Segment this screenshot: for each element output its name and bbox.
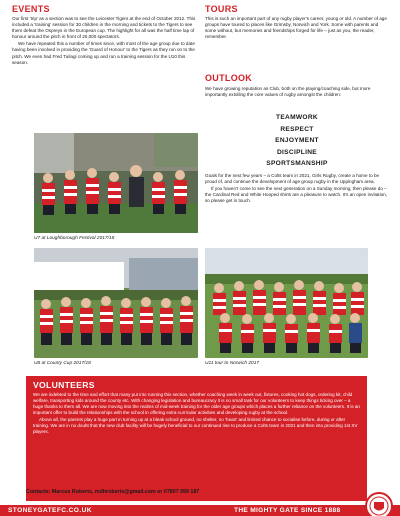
footer-bar (0, 505, 400, 516)
volunteers-paragraph-2: Above all, the parents play a huge part in turning up at a bleak school ground, no shelter, no ‘heart’ and limited chance to socialise before, during or after training. We are in no doubt that the new club facility will be hugely beneficial to our continued rise to produce a Colts team in 2021 and then into providing 1st XV players. (33, 417, 358, 435)
events-body (12, 16, 196, 66)
core-values-list (205, 112, 389, 170)
club-crest-icon (365, 492, 393, 516)
invitation-paragraph: If you haven’t come to see the next generation on a Sunday morning, then please do – the Cardinal Red and White Hooped shirts are a pleasure to watch. It’s an open invitation, so please get in touch. (205, 186, 387, 204)
volunteers-paragraph-1: We are indebted to the time and effort that many put into running this section, whether coaching week in week out, fixtures, cooking hot dogs, ordering kit, child welfare, transporting kids around the county etc. With changing legislation and bureaucracy it is no small task for our volunteers to keep things ticking over – a huge thanks to them all. We are now moving into the realms of mid-week training for the older age groups which places a further reliance on the volunteers. It is an important offer to build the relationships with the school in offering extra-curricular activities and developing rugby at the school. (33, 392, 360, 416)
goals-paragraph: Goals for the next few years – a Colts team in 2021, Girls Rugby, create a home to be proud of, and continue the development of age group rugby in the Uppingham area. (205, 173, 380, 185)
u8-team-photo (34, 248, 198, 358)
footer-slogan: THE MIGHTY GATE SINCE 1888 (234, 507, 341, 514)
u8-photo-caption: U8 at County Cup 2017/18 (34, 361, 91, 366)
volunteers-heading: VOLUNTEERS (33, 380, 95, 390)
contacts-line: Contacts: Marcus Roberts, mdhroberts@gmail.com or 07807 999 187 (26, 489, 200, 495)
tours-paragraph: This is such an important part of any rugby player’s career, young or old. A number of age groups have toured to places like Grimsby, Norwich and York. Some with parents and some without, but memories and friendships forged for life – just as you, the reader, remember. (205, 16, 387, 40)
tours-body (205, 16, 389, 40)
tours-heading: TOURS (205, 4, 238, 14)
value-discipline: DISCIPLINE (276, 148, 317, 156)
footer-website-link[interactable]: STONEYGATEFC.CO.UK (8, 507, 92, 514)
events-heading: EVENTS (12, 4, 50, 14)
value-teamwork: TEAMWORK (276, 114, 318, 121)
u7-photo-caption: U7 at Loughborough Festival 2017/18 (34, 236, 115, 241)
value-enjoyment: ENJOYMENT (275, 137, 319, 144)
u11-team-photo (205, 248, 368, 358)
value-sportsmanship: SPORTSMANSHIP (266, 160, 328, 167)
u11-photo-caption: U11 tour to Norwich 2017 (205, 361, 260, 366)
events-paragraph-1: Our first ‘trip’ as a section was to see the Leicester Tigers at the end of October 2012. This included a ‘training’ session for 30 children in the morning and tickets to the Tigers to see them defeat the Ospreys in the European cup. The highlight for all was the half time lap of honour around the pitch in front of 20,000 spectators. (12, 16, 196, 40)
outlook-heading: OUTLOOK (205, 73, 253, 83)
value-respect: RESPECT (280, 125, 314, 133)
outlook-paragraph: We have growing reputation as Club, both on the playing/coaching side, but more importantly extolling the core values of rugby amongst the children: (205, 86, 371, 98)
outlook-body (205, 86, 389, 98)
u7-team-photo (34, 133, 198, 233)
events-paragraph-2: We have repeated this a number of times since, with most of the age group due to date having been involved in providing the ‘Guard of Honour’ to the Tigers as they run on to the pitch. We even had Fred Tuilagi coming up and run a training session for the U10 this season. (12, 41, 195, 65)
goals-body (205, 173, 389, 204)
volunteers-panel (26, 376, 367, 501)
